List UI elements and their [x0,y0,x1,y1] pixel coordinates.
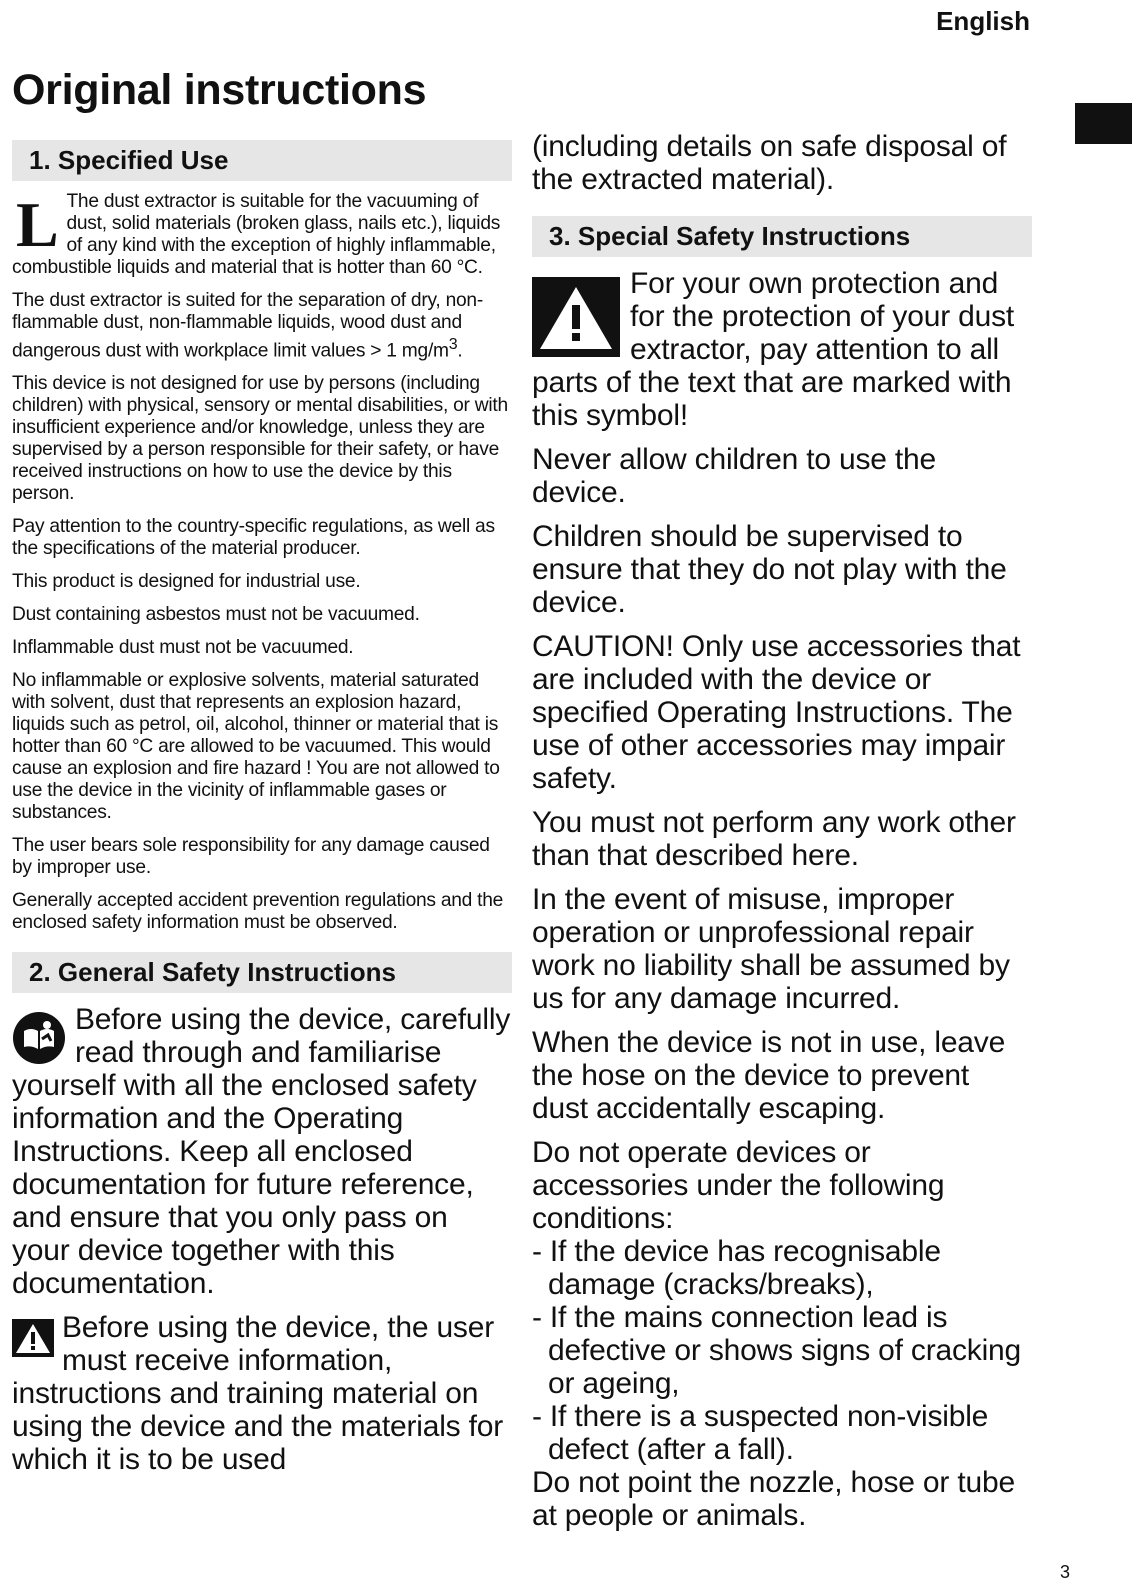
paragraph: Do not point the nozzle, hose or tube at people or animals. [532,1466,1015,1532]
section-2-heading: 2. General Safety Instructions [12,952,512,993]
list-item: - If there is a suspected non-visible defect (after a fall). [532,1400,989,1466]
section-tab-marker [1075,103,1132,144]
paragraph: You must not perform any work other than that described here. [532,806,1016,872]
paragraph: L The dust extractor is suitable for the vacuuming of dust, solid materials (broken glass, nails etc.), liquids of any kind with the exception of highly inflammable, combustible liquids and material that is hotter than 60 °C. [12,189,501,278]
list-item: - If the device has recognisable damage (cracks/breaks), [532,1235,941,1301]
paragraph: Dust containing asbestos must not be vacuumed. [12,604,420,626]
paragraph: Never allow children to use the device. [532,443,937,509]
read-manual-icon [12,1011,66,1065]
section-3-heading: 3. Special Safety Instructions [532,216,1032,257]
paragraph: No inflammable or explosive solvents, material saturated with solvent, dust that represents an explosion hazard, liquids such as petrol, oil, alcohol, thinner or material that is hotter than 60 °C are allowed to be vacuumed. This would cause an explosion and fire hazard ! You are not allowed to use the device in the vicinity of inflammable gases or substances. [12,670,500,824]
paragraph: Generally accepted accident prevention regulations and the enclosed safety information must be observed. [12,890,504,934]
page-number: 3 [1059,1562,1070,1582]
paragraph: CAUTION! Only use accessories that are included with the device or specified Operating Instructions. The use of other accessories may impair safety. [532,630,1021,795]
paragraph: In the event of misuse, improper operation or unprofessional repair work no liability shall be assumed by us for any damage incurred. [532,883,1010,1015]
paragraph: The user bears sole responsibility for any damage caused by improper use. [12,835,490,879]
paragraph-limit-values: The dust extractor is suited for the separation of dry, non-flammable dust, non-flammable liquids, wood dust and dangerous dust with workplace limit values > 1 $mg/m^3$. [12,290,483,362]
warning-icon [12,1319,54,1357]
right-column [532,130,1032,1543]
continuation-text: (including details on safe disposal of the extracted material). [532,130,1007,196]
list-item: - If the mains connection lead is defective or shows signs of cracking or ageing, [532,1301,1022,1400]
warning-icon [532,277,620,357]
paragraph: Pay attention to the country-specific regulations, as well as the specifications of the material producer. [12,516,495,560]
paragraph: Do not operate devices or accessories under the following conditions: [532,1136,945,1235]
paragraph: Inflammable dust must not be vacuumed. [12,637,354,659]
language-label: English [936,6,1030,36]
paragraph: When the device is not in use, leave the hose on the device to prevent dust accidentally escaping. [532,1026,1006,1125]
section-2-body [12,1003,512,1476]
paragraph: Before using the device, carefully read through and familiarise yourself with all the enclosed safety information and the Operating Instructions. Keep all enclosed documentation for future reference, and ensure that you only pass on your device together with this documentation. [12,1003,511,1301]
drop-cap: L [16,189,59,260]
paragraph: This device is not designed for use by persons (including children) with physical, sensory or mental disabilities, or with insufficient experience and/or knowledge, unless they are supervised by a person responsible for their safety, or have received instructions on how to use the device by this person. [12,373,508,505]
paragraph: This product is designed for industrial use. [12,571,361,593]
left-column [12,140,512,1487]
paragraph: Before using the device, the user must receive information, instructions and training material on using the device and the materials for which it is to be used [12,1311,504,1477]
section-1-body [12,191,512,934]
warning-paragraph: For your own protection and for the protection of your dust extractor, pay attention to all parts of the text that are marked with this symbol! [532,267,1015,432]
paragraph: Children should be supervised to ensure that they do not play with the device. [532,520,1007,619]
section-1-heading: 1. Specified Use [12,140,512,181]
section-3-body [532,267,1032,1532]
page-title: Original instructions [12,66,427,114]
